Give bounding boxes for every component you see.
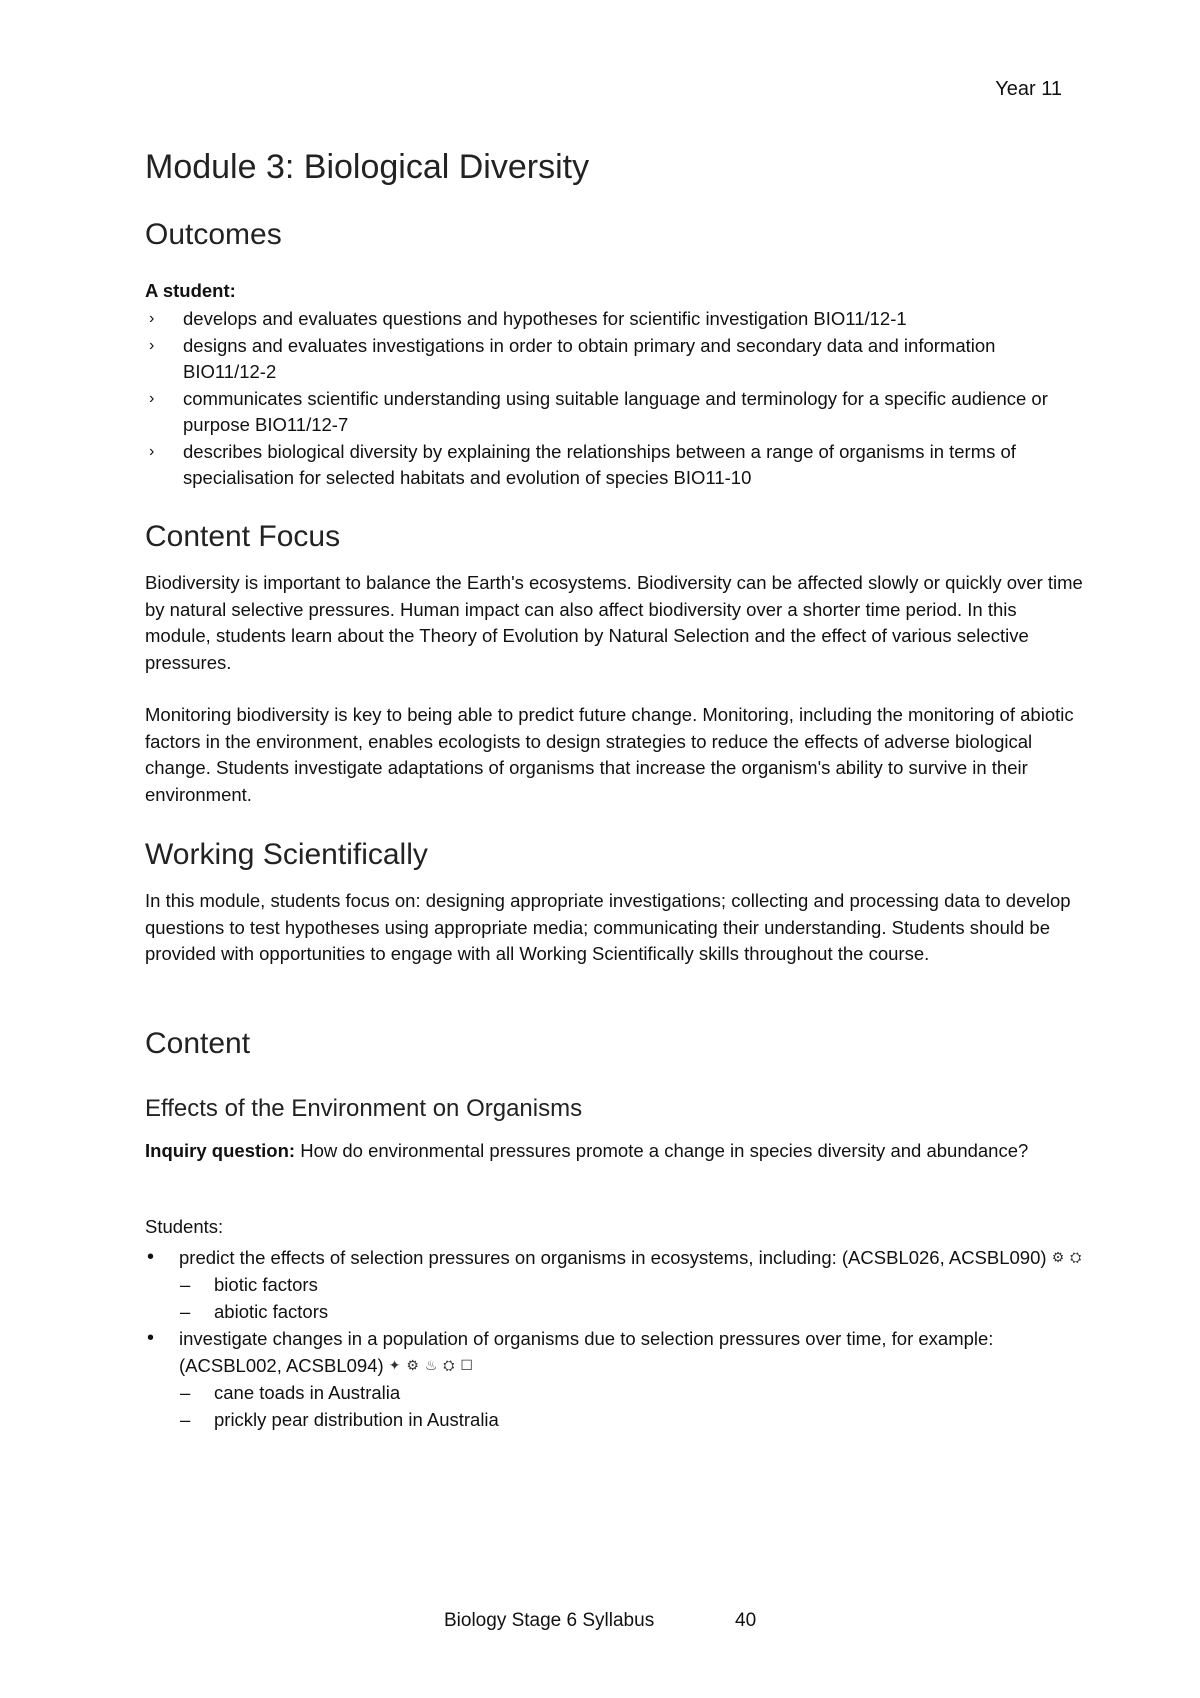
outcome-item: › describes biological diversity by explaining the relationships between a range of organisms in terms of specialisation for selected habitats and evolution of species BIO11-10 xyxy=(149,440,1016,488)
content-list xyxy=(145,1244,1085,1433)
content-focus-paragraph-1: Biodiversity is important to balance the Earth's ecosystems. Biodiversity can be affected slowly or quickly over time by natural selective pressures. Human impact can also affect biodiversity over a shorter time period. In this module, students learn about the Theory of Evolution by Natural Selection and the effect of various selective pressures. xyxy=(145,572,1083,673)
outcomes-list xyxy=(145,306,1075,492)
content-focus-heading: Content Focus xyxy=(145,520,341,553)
dash-icon: – xyxy=(180,1301,191,1322)
content-icons: ✦ ⚙ ♨ ⛭ ☐ xyxy=(388,1357,474,1373)
chevron-right-icon: › xyxy=(149,310,155,327)
content-focus-paragraph-2: Monitoring biodiversity is key to being able to predict future change. Monitoring, including the monitoring of abiotic factors in the environment, enables ecologists to design strategies to reduce the effects of adverse biological change. Students investigate adaptations of organisms that increase the organism's ability to survive in their environment. xyxy=(145,704,1074,805)
inquiry-text: How do environmental pressures promote a change in species diversity and abundance? xyxy=(300,1140,1029,1161)
content-heading: Content xyxy=(145,1027,251,1060)
chevron-right-icon: › xyxy=(149,389,155,407)
working-scientifically-heading: Working Scientifically xyxy=(145,838,428,871)
bullet-icon: • xyxy=(147,1246,155,1268)
students-label: Students: xyxy=(145,1216,224,1237)
outcome-item: › communicates scientific understanding using suitable language and terminology for a specific audience or purpose BIO11/12-7 xyxy=(149,387,1048,435)
module-title: Module 3: Biological Diversity xyxy=(145,148,590,186)
content-subitem: – biotic factors xyxy=(179,1271,1085,1298)
content-subheading: Effects of the Environment on Organisms xyxy=(145,1095,583,1122)
content-item: • predict the effects of selection pressures on organisms in ecosystems, including: (ACSBL026, ACSBL090) ⚙ ⛭ – biotic factors – abiotic factors xyxy=(145,1244,1085,1325)
working-scientifically-paragraph: In this module, students focus on: designing appropriate investigations; collecting and processing data to develop questions to test hypotheses using appropriate media; communicating their understanding. Students should be provided with opportunities to engage with all Working Scientifically skills throughout the course. xyxy=(145,890,1071,964)
dash-icon: – xyxy=(180,1409,191,1430)
dash-icon: – xyxy=(180,1274,191,1295)
dash-icon: – xyxy=(180,1382,191,1403)
content-subitem: – prickly pear distribution in Australia xyxy=(179,1406,1085,1433)
page-number: 40 xyxy=(735,1610,757,1631)
chevron-right-icon: › xyxy=(149,336,155,354)
content-sublist xyxy=(179,1271,1085,1325)
content-subitem: – abiotic factors xyxy=(179,1298,1085,1325)
inquiry-label: Inquiry question: xyxy=(145,1140,296,1161)
content-subitem: – cane toads in Australia xyxy=(179,1379,1085,1406)
content-icons: ⚙ ⛭ xyxy=(1051,1249,1083,1265)
content-sublist xyxy=(179,1379,1085,1433)
outcomes-heading: Outcomes xyxy=(145,218,282,251)
outcome-item: › designs and evaluates investigations in order to obtain primary and secondary data and information BIO11/12-2 xyxy=(149,334,996,382)
inquiry-question xyxy=(145,1138,1085,1165)
content-item: • investigate changes in a population of organisms due to selection pressures over time, for example: (ACSBL002, ACSBL094) ✦ ⚙ ♨ ⛭ ☐ – cane toads in Australia – prickly pear distribution in Australia xyxy=(145,1325,1085,1433)
chevron-right-icon: › xyxy=(149,442,155,460)
year-label: Year 11 xyxy=(995,78,1062,100)
outcomes-intro: A student: xyxy=(145,280,236,301)
footer-title: Biology Stage 6 Syllabus xyxy=(444,1610,655,1631)
outcome-item: › develops and evaluates questions and hypotheses for scientific investigation BIO11/12-1 xyxy=(145,306,1075,333)
bullet-icon: • xyxy=(147,1327,155,1349)
